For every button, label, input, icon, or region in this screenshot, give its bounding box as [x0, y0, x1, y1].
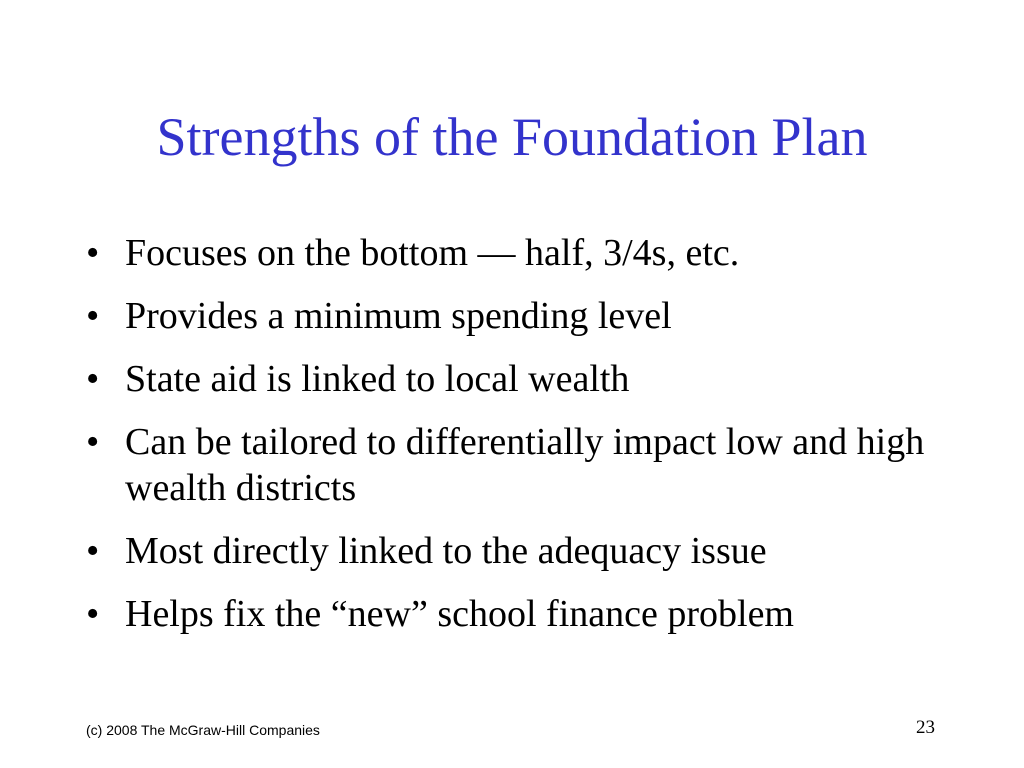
bullet-text: Most directly linked to the adequacy issue — [125, 530, 767, 572]
bullet-icon: • — [86, 232, 100, 274]
bullet-text: State aid is linked to local wealth — [125, 358, 630, 400]
bullet-icon: • — [86, 593, 100, 635]
bullet-icon: • — [86, 421, 100, 463]
bullet-icon: • — [86, 530, 100, 572]
bullet-text: Provides a minimum spending level — [125, 295, 672, 337]
list-item — [86, 419, 946, 511]
bullet-icon: • — [86, 295, 100, 337]
bullet-list — [86, 230, 946, 654]
page-number: 23 — [916, 717, 935, 738]
list-item — [86, 230, 946, 276]
list-item — [86, 293, 946, 339]
bullet-text: Can be tailored to differentially impact low and high wealth districts — [125, 421, 925, 509]
footer-copyright: (c) 2008 The McGraw-Hill Companies — [86, 722, 320, 738]
list-item — [86, 528, 946, 574]
bullet-text: Focuses on the bottom — half, 3/4s, etc. — [125, 232, 740, 274]
bullet-text: Helps fix the “new” school finance problem — [125, 593, 794, 635]
slide-title: Strengths of the Foundation Plan — [156, 107, 868, 167]
list-item — [86, 591, 946, 637]
bullet-icon: • — [86, 358, 100, 400]
list-item — [86, 356, 946, 402]
